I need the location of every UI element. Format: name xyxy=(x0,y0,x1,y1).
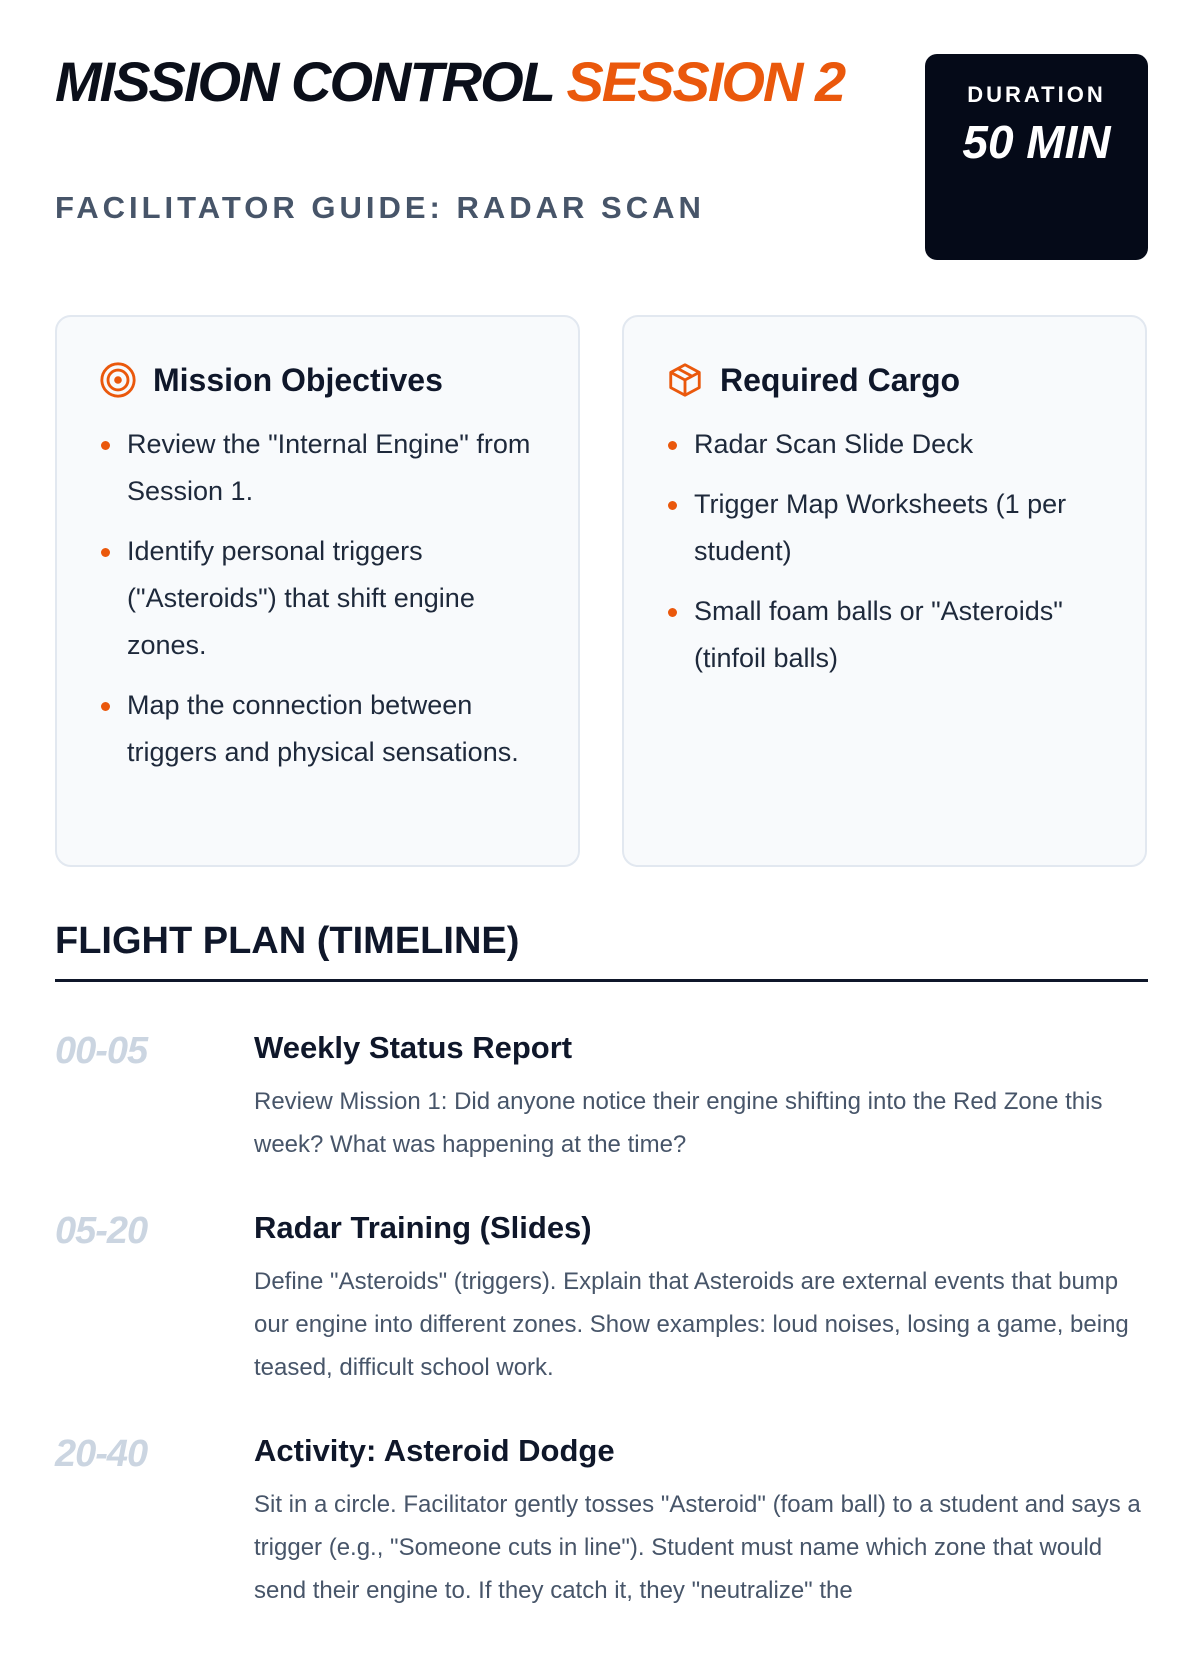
objectives-list xyxy=(99,421,538,776)
entry-description: Sit in a circle. Facilitator gently tosses "Asteroid" (foam ball) to a student and says a trigger (e.g., "Someone cuts in line"). Student must name which zone that would send their engine to. If they catch it, they "neutralize" the xyxy=(254,1491,1141,1604)
title-accent: SESSION 2 xyxy=(566,50,845,113)
entry-time: 05-20 xyxy=(55,1210,148,1252)
header xyxy=(55,0,1148,300)
box-icon xyxy=(666,361,704,399)
list-item: Identify personal triggers ("Asteroids") that shift engine zones. xyxy=(99,528,538,669)
title-main: MISSION CONTROL xyxy=(55,50,567,113)
list-item: Review the "Internal Engine" from Session 1. xyxy=(99,421,538,515)
timeline-entry xyxy=(55,1210,1148,1389)
cargo-list xyxy=(666,421,1105,682)
timeline-entry xyxy=(55,1030,1148,1166)
timeline-heading: FLIGHT PLAN (TIMELINE) xyxy=(55,920,1148,982)
entry-time: 20-40 xyxy=(55,1433,148,1475)
entry-description: Define "Asteroids" (triggers). Explain that Asteroids are external events that bump our engine into different zones. Show examples: loud noises, losing a game, being teased, difficult school work. xyxy=(254,1268,1129,1381)
list-item: Radar Scan Slide Deck xyxy=(666,421,1105,468)
list-item: Map the connection between triggers and physical sensations. xyxy=(99,682,538,776)
info-cards xyxy=(55,315,1148,867)
duration-value: 50 MIN xyxy=(962,116,1111,168)
facilitator-guide-page xyxy=(55,0,1148,1604)
cargo-header xyxy=(666,361,1105,399)
objectives-card xyxy=(55,315,580,867)
timeline-entries xyxy=(55,1030,1148,1656)
cargo-title: Required Cargo xyxy=(720,361,961,398)
duration-label: DURATION xyxy=(967,82,1106,107)
objectives-header xyxy=(99,361,538,399)
page-subtitle: FACILITATOR GUIDE: RADAR SCAN xyxy=(55,190,705,225)
entry-title: Activity: Asteroid Dodge xyxy=(254,1433,615,1468)
timeline-entry xyxy=(55,1433,1148,1612)
cargo-card xyxy=(622,315,1147,867)
entry-title: Weekly Status Report xyxy=(254,1030,573,1065)
list-item: Trigger Map Worksheets (1 per student) xyxy=(666,481,1105,575)
entry-time: 00-05 xyxy=(55,1030,148,1072)
target-icon xyxy=(99,361,137,399)
entry-description: Review Mission 1: Did anyone notice their engine shifting into the Red Zone this week? What was happening at the time? xyxy=(254,1088,1103,1158)
entry-title: Radar Training (Slides) xyxy=(254,1210,592,1245)
page-title xyxy=(55,50,915,114)
duration-badge xyxy=(925,54,1148,260)
objectives-title: Mission Objectives xyxy=(153,361,443,398)
list-item: Small foam balls or "Asteroids" (tinfoil balls) xyxy=(666,588,1105,682)
